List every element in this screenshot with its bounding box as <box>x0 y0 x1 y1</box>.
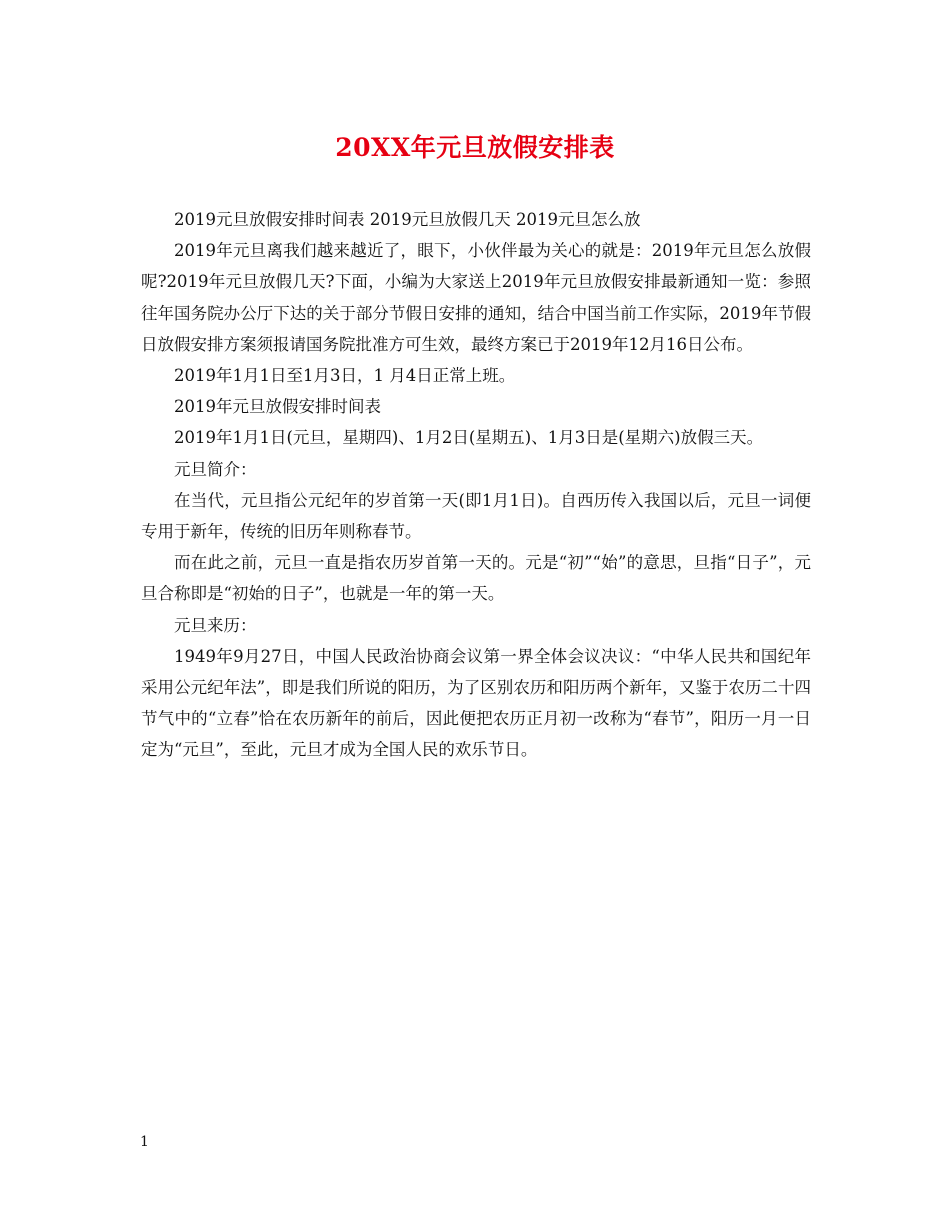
paragraph-subtitle-line: 2019元旦放假安排时间表 2019元旦放假几天 2019元旦怎么放 <box>174 210 641 229</box>
paragraph-introduction-heading: 元旦简介： <box>174 459 257 479</box>
paragraph-work-date: 2019年1月1日至1月3日，1 月4日正常上班。 <box>174 366 516 386</box>
paragraph-intro: 2019年元旦离我们越来越近了，眼下，小伙伴最为关心的就是：2019年元旦怎么放假呢?2019年元旦放假几天?下面，小编为大家送上2019年元旦放假安排最新通知一览：参照往年国务院办公厅下达的关于部分节假日安排的通知，结合中国当前工作实际，2019年节假日放假安排方案须报请国务院批准方可生效，最终方案已于2019年12月16日公布。 <box>141 241 811 354</box>
paragraph-definition: 在当代，元旦指公元纪年的岁首第一天(即1月1日)。自西历传入我国以后，元旦一词便专用于新年，传统的旧历年则称春节。 <box>141 490 811 542</box>
paragraph-holiday-dates: 2019年1月1日(元旦，星期四)、1月2日(星期五)、1月3日是(星期六)放假三天。 <box>174 428 764 448</box>
paragraph-meaning: 而在此之前，元旦一直是指农历岁首第一天的。元是“初”“始”的意思，旦指“日子”，元旦合称即是“初始的日子”，也就是一年的第一天。 <box>141 553 811 604</box>
document-body <box>141 204 811 766</box>
paragraph-origin: 1949年9月27日，中国人民政治协商会议第一界全体会议决议：“中华人民共和国纪年采用公元纪年法”，即是我们所说的阳历，为了区别农历和阳历两个新年，又鉴于农历二十四节气中的“立春”恰在农历新年的前后，因此便把农历正月初一改称为“春节”，阳历一月一日定为“元旦”，至此，元旦才成为全国人民的欢乐节日。 <box>141 646 811 760</box>
page-title: 20XX年元旦放假安排表 <box>335 133 615 162</box>
page-number: 1 <box>140 1134 149 1150</box>
paragraph-origin-heading: 元旦来历： <box>174 615 257 635</box>
paragraph-schedule-heading: 2019年元旦放假安排时间表 <box>174 397 381 417</box>
